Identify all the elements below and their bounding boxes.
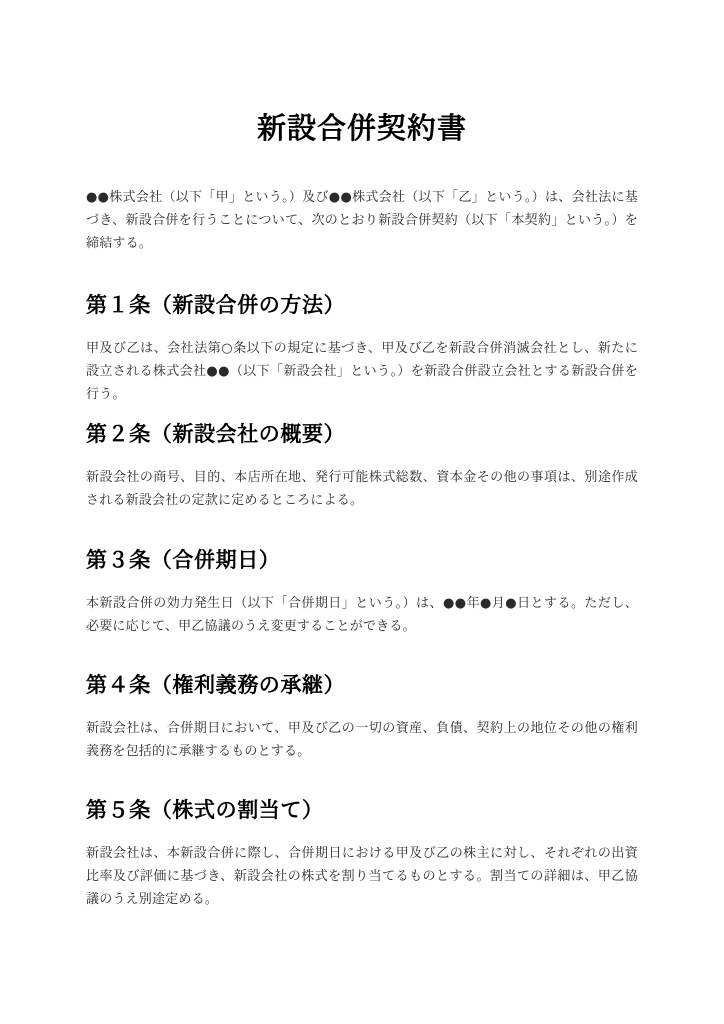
article-3-body: 本新設合併の効力発生日（以下「合併期日」という。）は、●●年●月●日とする。ただし、必要に応じて、甲乙協議のうえ変更することができる。 (86, 596, 638, 635)
document-title: 新設合併契約書 (256, 111, 467, 145)
article-2-heading: 第２条（新設会社の概要） (86, 422, 346, 446)
article-5-heading: 第５条（株式の割当て） (86, 798, 324, 822)
article-4 (86, 672, 638, 763)
article-1-body: 甲及び乙は、会社法第○条以下の規定に基づき、甲及び乙を新設合併消滅会社とし、新たに設立される株式会社●●（以下「新設会社」という。）を新設合併設立会社とする新設合併を行う。 (86, 341, 638, 403)
article-1-heading: 第１条（新設合併の方法） (86, 293, 346, 317)
article-1 (86, 292, 638, 406)
article-4-heading: 第４条（権利義務の承継） (86, 673, 346, 697)
article-3-heading: 第３条（合併期日） (86, 548, 281, 572)
article-2 (86, 421, 638, 512)
article-3 (86, 547, 638, 638)
article-5 (86, 797, 638, 911)
article-5-body: 新設会社は、本新設合併に際し、合併期日における甲及び乙の株主に対し、それぞれの出資比率及び評価に基づき、新設会社の株式を割り当てるものとする。割当ての詳細は、甲乙協議のうえ別途定める。 (86, 846, 638, 908)
preamble-block (86, 186, 638, 255)
article-2-body: 新設会社の商号、目的、本店所在地、発行可能株式総数、資本金その他の事項は、別途作成される新設会社の定款に定めるところによる。 (86, 470, 638, 509)
article-4-body: 新設会社は、合併期日において、甲及び乙の一切の資産、負債、契約上の地位その他の権利義務を包括的に承継するものとする。 (86, 721, 638, 760)
preamble-paragraph: ●●株式会社（以下「甲」という。）及び●●株式会社（以下「乙」という。）は、会社法に基づき、新設合併を行うことについて、次のとおり新設合併契約（以下「本契約」という。）を締結する。 (86, 190, 638, 251)
